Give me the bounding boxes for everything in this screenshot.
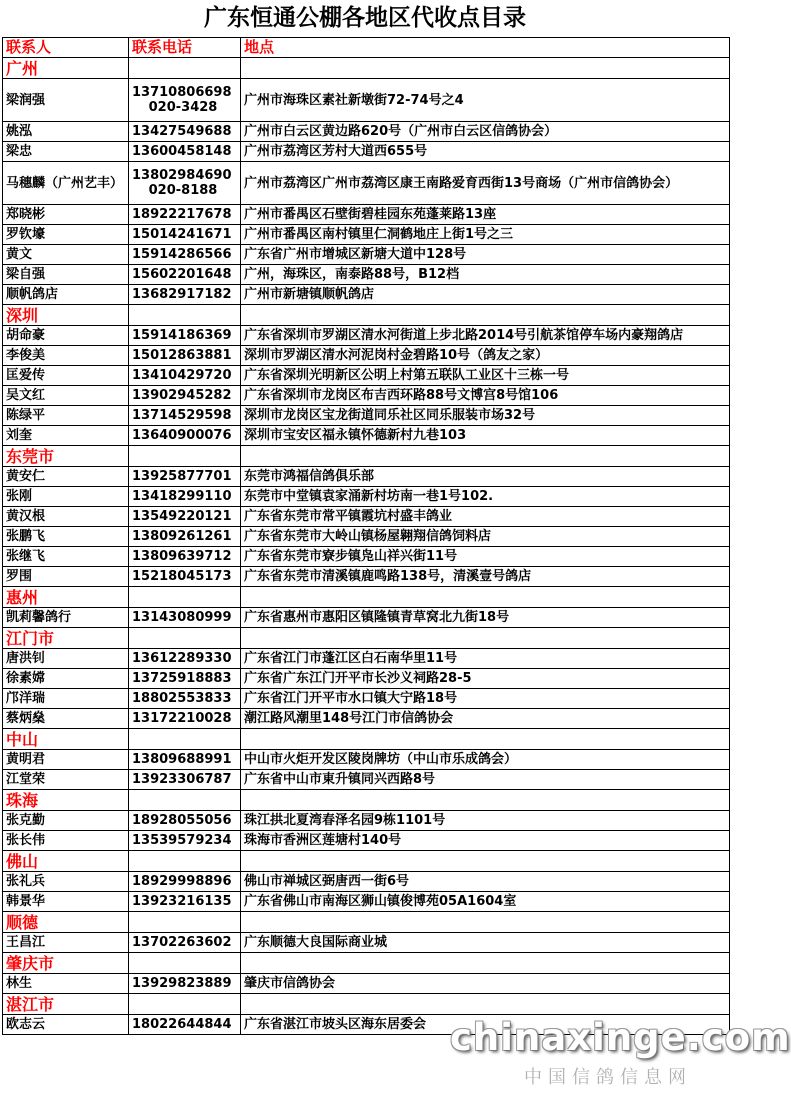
- region-name: 佛山: [3, 851, 129, 872]
- contact-phone: 15012863881: [132, 348, 232, 363]
- region-empty-cell: [129, 729, 241, 750]
- region-empty-cell: [129, 994, 241, 1015]
- contact-name: 张继飞: [3, 547, 129, 567]
- table-row: [3, 709, 730, 729]
- contact-name: 黄安仁: [3, 467, 129, 487]
- table-row: [3, 527, 730, 547]
- contact-phone-cell: [129, 547, 241, 567]
- contact-name: 张鹏飞: [3, 527, 129, 547]
- region-name: 湛江市: [3, 994, 129, 1015]
- table-row: [3, 750, 730, 770]
- contact-address: 广东省东莞市常平镇霞坑村盛丰鸽业: [241, 507, 730, 527]
- table-row: [3, 831, 730, 851]
- contact-phone: 13427549688: [132, 124, 232, 139]
- contact-phone: 13725918883: [132, 671, 232, 686]
- table-row: [3, 467, 730, 487]
- contact-phone: 18928055056: [132, 813, 232, 828]
- region-empty-cell: [241, 446, 730, 467]
- contact-address: 佛山市禅城区弼唐西一街6号: [241, 872, 730, 892]
- contact-phone: 13410429720: [132, 368, 232, 383]
- contact-address: 广东省中山市東升镇同兴西路8号: [241, 770, 730, 790]
- contact-phone: 15914186369: [132, 328, 232, 343]
- region-row: [3, 587, 730, 608]
- region-empty-cell: [129, 953, 241, 974]
- contact-address: 广东省深圳市罗湖区清水河街道上步北路2014号引航茶馆停车场内豪翔鸽店: [241, 326, 730, 346]
- contact-phone: 13539579234: [132, 833, 232, 848]
- contact-phone-cell: [129, 974, 241, 994]
- table-row: [3, 608, 730, 628]
- region-row: [3, 851, 730, 872]
- contact-phone-cell: [129, 709, 241, 729]
- contact-address: 东莞市鸿福信鸽俱乐部: [241, 467, 730, 487]
- table-row: [3, 811, 730, 831]
- contact-phone-cell: [129, 162, 241, 205]
- contact-address: 广东省江门开平市水口镇大宁路18号: [241, 689, 730, 709]
- contact-name: 凯莉馨鸽行: [3, 608, 129, 628]
- contact-address: 深圳市宝安区福永镇怀德新村九巷103: [241, 426, 730, 446]
- contact-table: [2, 37, 730, 1035]
- contact-name: 蔡炳燊: [3, 709, 129, 729]
- table-row: [3, 142, 730, 162]
- table-row: [3, 386, 730, 406]
- contact-phone-cell: [129, 892, 241, 912]
- contact-phone-cell: [129, 567, 241, 587]
- contact-name: 张克勤: [3, 811, 129, 831]
- region-empty-cell: [241, 305, 730, 326]
- contact-address: 广州市荔湾区广州市荔湾区康王南路爱育西街13号商场（广州市信鸽协会）: [241, 162, 730, 205]
- region-name: 江门市: [3, 628, 129, 649]
- table-row: [3, 872, 730, 892]
- contact-phone-cell: [129, 225, 241, 245]
- header-phone: 联系电话: [129, 38, 241, 58]
- contact-phone-cell: [129, 245, 241, 265]
- table-header-row: [3, 38, 730, 58]
- contact-address: 广东省佛山市南海区狮山镇俊博苑05A1604室: [241, 892, 730, 912]
- contact-phone-cell: [129, 265, 241, 285]
- contact-phone: 15914286566: [132, 247, 232, 262]
- contact-phone: 13172210028: [132, 711, 232, 726]
- contact-phone: 13710806698: [132, 85, 232, 100]
- region-name: 肇庆市: [3, 953, 129, 974]
- region-row: [3, 790, 730, 811]
- region-name: 广州: [3, 58, 129, 79]
- contact-table-body: [3, 38, 730, 1035]
- contact-phone: 13418299110: [132, 489, 232, 504]
- contact-name: 黄文: [3, 245, 129, 265]
- contact-name: 王昌江: [3, 933, 129, 953]
- contact-phone: 18929998896: [132, 874, 232, 889]
- table-row: [3, 487, 730, 507]
- table-row: [3, 326, 730, 346]
- contact-address: 广州市白云区黄边路620号（广州市白云区信鸽协会）: [241, 122, 730, 142]
- contact-address: 深圳市龙岗区宝龙街道同乐社区同乐服装市场32号: [241, 406, 730, 426]
- page-title: 广东恒通公棚各地区代收点目录: [204, 5, 526, 31]
- table-row: [3, 974, 730, 994]
- contact-phone: 18922217678: [132, 207, 232, 222]
- contact-address: 广州市番禺区南村镇里仁洞鹤地庄上街1号之三: [241, 225, 730, 245]
- contact-phone-cell: [129, 346, 241, 366]
- contact-phone: 13702263602: [132, 935, 232, 950]
- contact-name: 江堂荣: [3, 770, 129, 790]
- region-row: [3, 305, 730, 326]
- table-row: [3, 426, 730, 446]
- region-name: 惠州: [3, 587, 129, 608]
- contact-address: 广州市荔湾区芳村大道西655号: [241, 142, 730, 162]
- table-row: [3, 892, 730, 912]
- contact-address: 广东省深圳光明新区公明上村第五联队工业区十三栋一号: [241, 366, 730, 386]
- contact-name: 唐洪钊: [3, 649, 129, 669]
- contact-phone-cell: [129, 426, 241, 446]
- region-empty-cell: [129, 912, 241, 933]
- contact-address: 珠海市香洲区莲塘村140号: [241, 831, 730, 851]
- contact-phone: 18022644844: [132, 1017, 232, 1032]
- contact-address: 广东顺德大良国际商业城: [241, 933, 730, 953]
- contact-phone-cell: [129, 386, 241, 406]
- region-empty-cell: [241, 994, 730, 1015]
- contact-address: 广东省东莞市寮步镇凫山祥兴街11号: [241, 547, 730, 567]
- region-empty-cell: [241, 729, 730, 750]
- table-row: [3, 366, 730, 386]
- region-empty-cell: [129, 851, 241, 872]
- contact-phone: 13809688991: [132, 752, 232, 767]
- contact-name: 黄明君: [3, 750, 129, 770]
- contact-name: 郑晓彬: [3, 205, 129, 225]
- region-name: 深圳: [3, 305, 129, 326]
- table-row: [3, 669, 730, 689]
- contact-address: 广东省惠州市惠阳区镇隆镇青草窝北九街18号: [241, 608, 730, 628]
- contact-phone-cell: [129, 872, 241, 892]
- contact-phone: 13143080999: [132, 610, 232, 625]
- table-row: [3, 689, 730, 709]
- contact-phone-cell: [129, 326, 241, 346]
- contact-name: 梁自强: [3, 265, 129, 285]
- contact-name: 张礼兵: [3, 872, 129, 892]
- contact-name: 黄汉根: [3, 507, 129, 527]
- contact-address: 广州市番禺区石壁街碧桂园东苑蓬莱路13座: [241, 205, 730, 225]
- contact-address: 广东省广州市增城区新塘大道中128号: [241, 245, 730, 265]
- table-row: [3, 406, 730, 426]
- table-row: [3, 245, 730, 265]
- contact-phone-secondary: 020-8188: [148, 183, 218, 198]
- contact-phone-cell: [129, 649, 241, 669]
- header-contact: 联系人: [3, 38, 129, 58]
- contact-phone: 13923216135: [132, 894, 232, 909]
- contact-address: 广东省江门市蓬江区白石南华里11号: [241, 649, 730, 669]
- contact-address: 深圳市罗湖区清水河泥岗村金碧路10号（鸽友之家）: [241, 346, 730, 366]
- contact-phone: 13714529598: [132, 408, 232, 423]
- contact-phone-cell: [129, 406, 241, 426]
- contact-phone: 13925877701: [132, 469, 232, 484]
- contact-phone-cell: [129, 527, 241, 547]
- contact-address: 广州，海珠区，南泰路88号，B12档: [241, 265, 730, 285]
- contact-address: 广东省广东江门开平市长沙义祠路28-5: [241, 669, 730, 689]
- contact-name: 刘奎: [3, 426, 129, 446]
- region-name: 珠海: [3, 790, 129, 811]
- table-row: [3, 265, 730, 285]
- contact-phone-cell: [129, 122, 241, 142]
- region-empty-cell: [241, 628, 730, 649]
- contact-phone: 13923306787: [132, 772, 232, 787]
- contact-phone: 13802984690: [132, 168, 232, 183]
- table-row: [3, 285, 730, 305]
- region-row: [3, 628, 730, 649]
- contact-name: 吴文红: [3, 386, 129, 406]
- table-row: [3, 770, 730, 790]
- contact-name: 罗钦壕: [3, 225, 129, 245]
- watermark-logo: chinaxinge.com: [450, 1016, 791, 1059]
- contact-phone-cell: [129, 669, 241, 689]
- contact-address: 潮江路风潮里148号江门市信鸽协会: [241, 709, 730, 729]
- contact-name: 姚泓: [3, 122, 129, 142]
- contact-phone: 13809639712: [132, 549, 232, 564]
- contact-name: 马穗麟（广州艺丰）: [3, 162, 129, 205]
- region-empty-cell: [129, 305, 241, 326]
- table-row: [3, 122, 730, 142]
- contact-address: 广州市新塘镇顺帆鸽店: [241, 285, 730, 305]
- contact-phone-cell: [129, 831, 241, 851]
- contact-phone-cell: [129, 142, 241, 162]
- contact-name: 陈绿平: [3, 406, 129, 426]
- region-row: [3, 446, 730, 467]
- region-empty-cell: [129, 628, 241, 649]
- contact-phone-cell: [129, 689, 241, 709]
- contact-phone-cell: [129, 811, 241, 831]
- contact-name: 李俊美: [3, 346, 129, 366]
- contact-name: 梁忠: [3, 142, 129, 162]
- table-row: [3, 507, 730, 527]
- contact-phone-cell: [129, 507, 241, 527]
- contact-phone: 13600458148: [132, 144, 232, 159]
- contact-name: 欧志云: [3, 1015, 129, 1035]
- contact-phone: 15602201648: [132, 267, 232, 282]
- table-row: [3, 162, 730, 205]
- table-row: [3, 547, 730, 567]
- contact-address: 广州市海珠区素社新墩街72-74号之4: [241, 79, 730, 122]
- contact-phone-cell: [129, 750, 241, 770]
- contact-phone: 15014241671: [132, 227, 232, 242]
- contact-name: 罗围: [3, 567, 129, 587]
- region-name: 顺德: [3, 912, 129, 933]
- contact-address: 广东省深圳市龙岗区布吉西环路88号文博宫8号馆106: [241, 386, 730, 406]
- region-empty-cell: [129, 446, 241, 467]
- contact-phone-cell: [129, 487, 241, 507]
- contact-name: 邝洋瑞: [3, 689, 129, 709]
- contact-name: 徐素嫦: [3, 669, 129, 689]
- contact-phone-cell: [129, 770, 241, 790]
- contact-name: 林生: [3, 974, 129, 994]
- table-row: [3, 933, 730, 953]
- region-name: 中山: [3, 729, 129, 750]
- region-empty-cell: [129, 587, 241, 608]
- contact-name: 张长伟: [3, 831, 129, 851]
- region-row: [3, 58, 730, 79]
- region-empty-cell: [241, 912, 730, 933]
- contact-phone-cell: [129, 608, 241, 628]
- contact-phone-cell: [129, 366, 241, 386]
- contact-address: 广东省湛江市坡头区海东居委会: [241, 1015, 730, 1035]
- region-row: [3, 729, 730, 750]
- contact-phone: 13929823889: [132, 976, 232, 991]
- contact-phone: 15218045173: [132, 569, 232, 584]
- contact-phone-cell: [129, 1015, 241, 1035]
- contact-address: 东莞市中堂镇袁家涌新村坊南一巷1号102.: [241, 487, 730, 507]
- contact-address: 肇庆市信鸽协会: [241, 974, 730, 994]
- contact-phone: 13809261261: [132, 529, 232, 544]
- region-empty-cell: [129, 790, 241, 811]
- contact-name: 顺帆鸽店: [3, 285, 129, 305]
- contact-phone: 13682917182: [132, 287, 232, 302]
- contact-phone-cell: [129, 205, 241, 225]
- region-empty-cell: [241, 790, 730, 811]
- contact-address: 广东省东莞市清溪镇鹿鸣路138号，清溪壹号鸽店: [241, 567, 730, 587]
- table-row: [3, 567, 730, 587]
- contact-phone-cell: [129, 933, 241, 953]
- contact-name: 胡命豪: [3, 326, 129, 346]
- table-row: [3, 346, 730, 366]
- contact-phone-cell: [129, 285, 241, 305]
- header-address: 地点: [241, 38, 730, 58]
- region-empty-cell: [241, 58, 730, 79]
- contact-address: 中山市火炬开发区陵岗牌坊（中山市乐成鸽会）: [241, 750, 730, 770]
- contact-phone: 13902945282: [132, 388, 232, 403]
- region-empty-cell: [129, 58, 241, 79]
- contact-phone-cell: [129, 79, 241, 122]
- table-row: [3, 225, 730, 245]
- watermark-subtitle: 中国信鸽信息网: [524, 1067, 692, 1088]
- region-empty-cell: [241, 851, 730, 872]
- region-empty-cell: [241, 587, 730, 608]
- table-row: [3, 649, 730, 669]
- region-name: 东莞市: [3, 446, 129, 467]
- region-row: [3, 912, 730, 933]
- contact-name: 梁润强: [3, 79, 129, 122]
- contact-phone: 13612289330: [132, 651, 232, 666]
- table-row: [3, 79, 730, 122]
- contact-name: 韩景华: [3, 892, 129, 912]
- contact-phone: 13640900076: [132, 428, 232, 443]
- contact-name: 张刚: [3, 487, 129, 507]
- contact-phone: 18802553833: [132, 691, 232, 706]
- contact-phone-secondary: 020-3428: [148, 100, 218, 115]
- region-empty-cell: [241, 953, 730, 974]
- contact-name: 匡爱传: [3, 366, 129, 386]
- table-row: [3, 205, 730, 225]
- contact-phone: 13549220121: [132, 509, 232, 524]
- contact-phone-cell: [129, 467, 241, 487]
- region-row: [3, 953, 730, 974]
- contact-address: 珠江拱北夏湾春泽名园9栋1101号: [241, 811, 730, 831]
- contact-address: 广东省东莞市大岭山镇杨屋翱翔信鸽饲料店: [241, 527, 730, 547]
- region-row: [3, 994, 730, 1015]
